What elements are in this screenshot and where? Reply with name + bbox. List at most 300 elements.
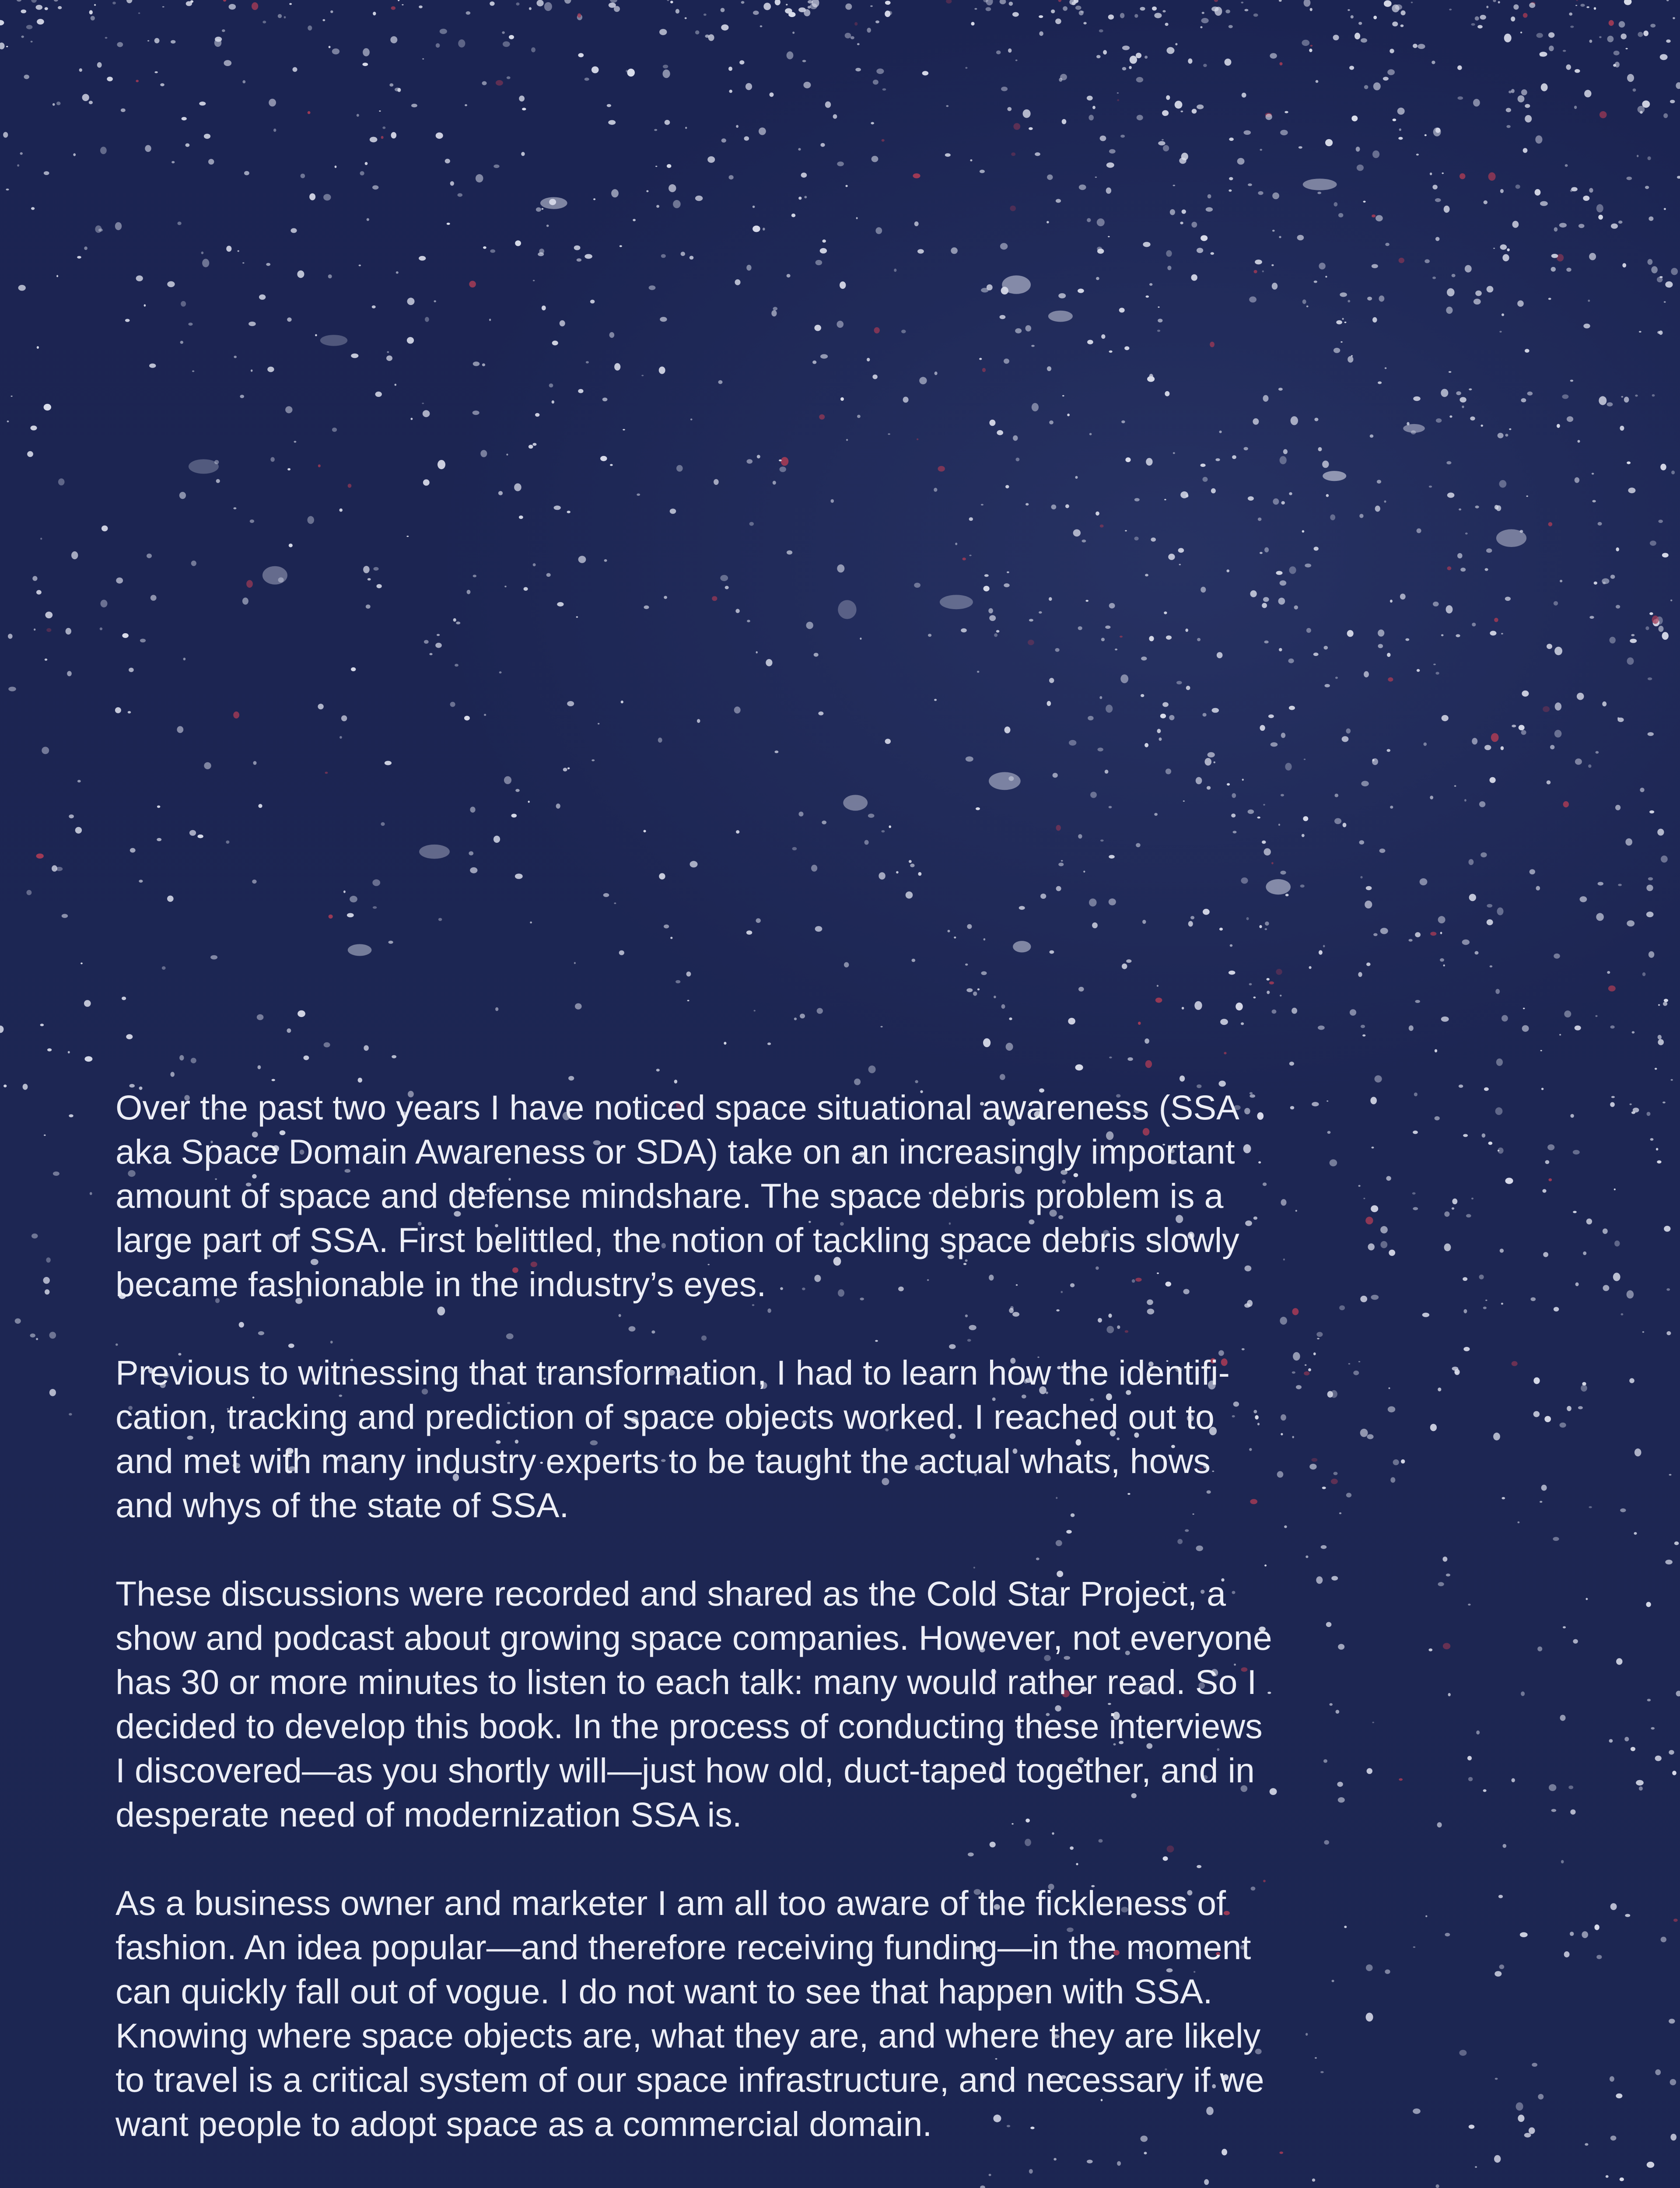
- star-dot: [1289, 706, 1295, 710]
- star-dot: [882, 88, 886, 91]
- star-dot: [1437, 1822, 1442, 1827]
- star-dot: [578, 556, 586, 563]
- star-dot: [1334, 202, 1338, 207]
- star-dot: [1657, 829, 1664, 836]
- star-dot: [1457, 553, 1463, 558]
- star-dot: [116, 578, 123, 584]
- star-dot: [68, 1051, 70, 1054]
- star-dot: [1155, 998, 1162, 1003]
- star-dot: [756, 651, 758, 653]
- star-dot: [721, 25, 728, 31]
- star-dot: [1525, 349, 1530, 353]
- star-dot: [1230, 944, 1232, 947]
- star-dot: [1455, 1371, 1458, 1374]
- star-dot: [1260, 725, 1265, 731]
- star-dot: [1096, 512, 1099, 515]
- star-dot: [857, 43, 860, 46]
- star-dot: [1373, 16, 1377, 19]
- star-dot: [1549, 1178, 1552, 1182]
- star-dot: [1415, 932, 1421, 937]
- star-dot: [1430, 932, 1436, 936]
- star-dot: [335, 165, 337, 168]
- star-dot: [392, 1055, 396, 1058]
- star-dot: [1547, 780, 1551, 784]
- star-dot: [191, 561, 196, 566]
- star-dot: [1306, 305, 1309, 307]
- star-dot: [1289, 566, 1296, 574]
- star-dot: [170, 1072, 175, 1076]
- star-dot: [1495, 1107, 1503, 1115]
- star-dot: [1531, 1297, 1536, 1301]
- star-glow: [348, 944, 372, 956]
- star-dot: [1106, 187, 1111, 193]
- star-dot: [1280, 62, 1283, 65]
- star-dot: [1049, 597, 1052, 601]
- star-dot: [7, 421, 9, 422]
- star-dot: [370, 137, 378, 143]
- star-dot: [11, 396, 13, 397]
- star-dot: [1652, 616, 1659, 624]
- star-dot: [977, 671, 979, 673]
- star-dot: [1626, 48, 1628, 49]
- paragraph-2: Previous to witnessing that transformation, I had to learn how the identifi- cation, tracking and prediction of space objects worked. I reached out to and met with many industry experts to be taught the actual whats, hows and whys of the state of SSA.: [116, 1353, 1230, 1525]
- star-dot: [1099, 696, 1102, 699]
- star-dot: [1298, 146, 1302, 149]
- star-dot: [552, 340, 558, 345]
- star-dot: [1549, 46, 1554, 51]
- star-dot: [787, 51, 794, 59]
- star-dot: [1414, 1093, 1418, 1097]
- star-dot: [535, 413, 539, 417]
- star-dot: [31, 0, 37, 3]
- star-dot: [1469, 894, 1476, 901]
- star-dot: [1611, 224, 1618, 229]
- star-dot: [1433, 602, 1439, 607]
- star-dot: [1619, 21, 1625, 28]
- star-dot: [1173, 452, 1175, 454]
- star-dot: [71, 551, 78, 559]
- star-dot: [1197, 248, 1203, 253]
- star-dot: [882, 830, 885, 832]
- star-dot: [472, 410, 480, 415]
- star-dot: [234, 356, 237, 358]
- star-dot: [1175, 43, 1177, 45]
- star-dot: [1465, 265, 1472, 273]
- star-dot: [162, 966, 166, 970]
- star-dot: [1101, 638, 1105, 641]
- star-glow: [1403, 424, 1425, 433]
- star-dot: [1134, 498, 1140, 501]
- star-dot: [1635, 395, 1638, 397]
- star-dot: [1640, 788, 1644, 792]
- star-dot: [248, 322, 256, 326]
- star-dot: [1254, 270, 1257, 274]
- star-dot: [257, 1014, 264, 1020]
- star-dot: [67, 671, 72, 676]
- star-dot: [1609, 20, 1614, 26]
- star-dot: [1122, 46, 1130, 50]
- star-dot: [464, 716, 470, 721]
- star-dot: [434, 300, 436, 302]
- star-glow: [1496, 529, 1526, 547]
- star-dot: [1210, 342, 1214, 347]
- star-dot: [1610, 637, 1616, 643]
- star-dot: [1004, 358, 1009, 364]
- star-dot: [238, 250, 239, 252]
- star-dot: [1137, 115, 1143, 120]
- star-dot: [1646, 885, 1653, 891]
- star-dot: [609, 332, 615, 338]
- star-dot: [846, 185, 848, 187]
- star-dot: [1249, 983, 1252, 985]
- star-dot: [1477, 25, 1483, 28]
- star-dot: [216, 479, 220, 483]
- star-dot: [1241, 1022, 1244, 1025]
- star-dot: [1566, 64, 1571, 70]
- star-dot: [1297, 235, 1304, 241]
- star-dot: [1361, 781, 1368, 786]
- star-dot: [686, 971, 691, 976]
- star-dot: [747, 459, 753, 463]
- star-dot: [610, 464, 612, 466]
- star-dot: [987, 284, 993, 291]
- star-dot: [1001, 1004, 1005, 1009]
- star-dot: [325, 772, 328, 774]
- star-dot: [1313, 652, 1319, 656]
- star-dot: [556, 803, 560, 809]
- star-dot: [1310, 8, 1312, 11]
- star-dot: [1441, 634, 1444, 636]
- star-dot: [1432, 61, 1435, 64]
- star-dot: [1575, 758, 1582, 765]
- star-dot: [1165, 391, 1169, 396]
- star-dot: [181, 301, 186, 307]
- star-dot: [1152, 7, 1157, 11]
- star-dot: [909, 860, 912, 863]
- star-dot: [981, 504, 984, 506]
- star-dot: [574, 962, 576, 964]
- star-dot: [1157, 330, 1160, 332]
- star-dot: [641, 375, 644, 376]
- star-dot: [1146, 458, 1152, 466]
- star-dot: [1583, 1252, 1586, 1255]
- star-dot: [1614, 1241, 1620, 1247]
- star-dot: [373, 567, 378, 571]
- star-dot: [1551, 254, 1558, 258]
- star-dot: [30, 1333, 35, 1337]
- star-dot: [1162, 10, 1166, 12]
- star-dot: [1429, 486, 1432, 488]
- star-dot: [1417, 528, 1421, 533]
- star-dot: [422, 58, 424, 60]
- star-dot: [1285, 894, 1289, 896]
- star-dot: [398, 0, 399, 1]
- star-dot: [519, 515, 523, 519]
- star-dot: [1624, 0, 1631, 5]
- star-dot: [172, 161, 175, 163]
- star-dot: [802, 60, 806, 62]
- star-dot: [578, 53, 584, 57]
- star-dot: [1409, 939, 1413, 942]
- star-dot: [1375, 1075, 1382, 1082]
- star-dot: [495, 1007, 498, 1011]
- star-dot: [1227, 569, 1230, 572]
- star-dot: [1142, 920, 1146, 924]
- star-dot: [189, 830, 196, 836]
- star-dot: [1029, 127, 1033, 130]
- star-dot: [1570, 26, 1574, 28]
- star-dot: [191, 1058, 196, 1063]
- star-dot: [1551, 1809, 1556, 1812]
- star-dot: [188, 323, 192, 326]
- star-dot: [396, 271, 399, 274]
- star-dot: [1205, 758, 1212, 765]
- star-dot: [424, 640, 429, 644]
- star-dot: [788, 12, 795, 17]
- star-dot: [971, 22, 975, 25]
- star-dot: [1542, 1189, 1546, 1192]
- star-dot: [1669, 2019, 1675, 2023]
- star-dot: [837, 321, 844, 328]
- star-dot: [1276, 571, 1283, 575]
- star-dot: [538, 252, 544, 256]
- star-dot: [752, 226, 760, 232]
- star-dot: [147, 554, 152, 558]
- star-dot: [1236, 1003, 1242, 1010]
- star-dot: [1520, 1932, 1528, 1937]
- star-dot: [318, 464, 321, 467]
- star-dot: [1078, 987, 1084, 992]
- star-dot: [1005, 485, 1009, 488]
- star-dot: [831, 499, 834, 503]
- star-dot: [1493, 0, 1496, 2]
- star-dot: [1373, 933, 1378, 936]
- star-dot: [1662, 632, 1669, 640]
- star-dot: [1109, 806, 1112, 809]
- star-dot: [1046, 221, 1049, 224]
- star-dot: [1663, 1002, 1667, 1006]
- star-dot: [1624, 1737, 1629, 1741]
- star-dot: [1662, 553, 1669, 558]
- star-dot: [1523, 13, 1528, 18]
- star-dot: [75, 827, 82, 834]
- star-dot: [1188, 59, 1192, 64]
- star-dot: [1089, 433, 1092, 435]
- star-dot: [253, 761, 257, 765]
- star-dot: [980, 170, 985, 173]
- star-dot: [1040, 894, 1046, 899]
- star-dot: [746, 930, 752, 935]
- star-dot: [1047, 366, 1051, 371]
- star-dot: [23, 1084, 28, 1090]
- star-dot: [1438, 1388, 1441, 1392]
- star-dot: [1501, 746, 1504, 750]
- star-dot: [69, 1114, 73, 1117]
- star-glow: [843, 795, 868, 810]
- star-dot: [885, 739, 891, 744]
- star-dot: [1108, 236, 1110, 237]
- star-dot: [1588, 764, 1591, 768]
- star-dot: [1202, 12, 1204, 14]
- star-dot: [567, 511, 570, 513]
- star-dot: [875, 227, 882, 234]
- star-dot: [874, 327, 880, 333]
- star-dot: [1120, 135, 1125, 138]
- star-dot: [1051, 505, 1057, 509]
- star-dot: [1665, 281, 1673, 288]
- star-dot: [1488, 172, 1496, 181]
- star-dot: [329, 915, 333, 919]
- star-dot: [1302, 530, 1305, 533]
- star-dot: [1162, 139, 1164, 140]
- star-dot: [44, 1135, 46, 1136]
- star-dot: [364, 1045, 369, 1051]
- star-dot: [1105, 625, 1110, 629]
- star-dot: [1655, 2069, 1661, 2075]
- star-dot: [1496, 505, 1501, 511]
- star-dot: [145, 145, 151, 152]
- star-dot: [1648, 217, 1653, 221]
- star-dot: [1446, 1574, 1450, 1577]
- star-dot: [1442, 715, 1449, 721]
- star-dot: [977, 989, 980, 991]
- star-dot: [712, 596, 717, 601]
- star-dot: [1087, 340, 1093, 344]
- star-dot: [402, 4, 403, 6]
- star-dot: [837, 161, 844, 166]
- star-dot: [1444, 1244, 1451, 1252]
- star-dot: [567, 768, 570, 770]
- star-dot: [775, 750, 779, 753]
- star-dot: [368, 578, 371, 581]
- star-dot: [800, 1013, 805, 1018]
- star-dot: [1642, 101, 1650, 108]
- star-dot: [1186, 686, 1190, 690]
- star-dot: [1241, 877, 1248, 884]
- star-dot: [786, 4, 788, 6]
- star-dot: [117, 42, 123, 47]
- star-dot: [514, 484, 522, 491]
- star-dot: [1292, 1008, 1297, 1014]
- star-dot: [1435, 128, 1440, 133]
- star-dot: [885, 11, 890, 17]
- star-dot: [844, 962, 849, 968]
- star-dot: [1129, 66, 1131, 69]
- star-dot: [833, 114, 837, 119]
- star-dot: [1039, 32, 1043, 36]
- star-dot: [458, 193, 463, 197]
- star-dot: [1554, 647, 1562, 655]
- star-dot: [1145, 1060, 1152, 1068]
- star-dot: [1289, 492, 1292, 495]
- star-dot: [1500, 1248, 1504, 1252]
- star-dot: [718, 380, 723, 384]
- star-dot: [871, 122, 874, 124]
- star-dot: [1249, 296, 1256, 302]
- star-dot: [1417, 669, 1420, 672]
- star-dot: [1610, 1903, 1617, 1910]
- star-dot: [1232, 793, 1236, 798]
- star-dot: [289, 3, 292, 5]
- star-dot: [1638, 32, 1643, 37]
- star-dot: [721, 138, 726, 143]
- star-dot: [1483, 1307, 1487, 1309]
- star-dot: [969, 517, 973, 521]
- star-dot: [1516, 185, 1520, 189]
- star-dot: [1564, 1951, 1570, 1957]
- star-dot: [739, 60, 744, 65]
- star-dot: [4, 1084, 7, 1087]
- star-dot: [473, 361, 480, 366]
- star-dot: [1463, 1347, 1470, 1351]
- star-dot: [91, 16, 95, 21]
- star-dot: [1364, 671, 1369, 677]
- star-dot: [1516, 2102, 1523, 2111]
- star-dot: [1203, 64, 1207, 67]
- star-dot: [1309, 966, 1312, 969]
- star-dot: [1000, 0, 1006, 4]
- star-dot: [608, 120, 616, 125]
- star-dot: [315, 334, 317, 337]
- star-dot: [1533, 1378, 1540, 1384]
- star-dot: [1661, 856, 1668, 863]
- star-dot: [1435, 1116, 1440, 1120]
- star-dot: [1480, 852, 1487, 858]
- star-dot: [1348, 356, 1353, 363]
- star-dot: [52, 103, 55, 106]
- star-dot: [80, 963, 82, 964]
- star-glow: [1002, 275, 1031, 294]
- star-dot: [1010, 206, 1016, 211]
- star-dot: [1627, 1290, 1634, 1299]
- star-dot: [1109, 855, 1115, 859]
- star-glow: [1303, 179, 1337, 190]
- star-glow: [189, 459, 219, 473]
- star-dot: [1446, 605, 1453, 614]
- star-dot: [190, 0, 193, 3]
- star-dot: [1075, 476, 1078, 479]
- star-dot: [667, 0, 669, 1]
- star-dot: [1454, 785, 1456, 787]
- star-dot: [804, 196, 807, 199]
- star-dot: [1508, 91, 1512, 93]
- star-dot: [1378, 644, 1383, 649]
- star-dot: [736, 830, 739, 834]
- star-dot: [1498, 1147, 1503, 1154]
- star-dot: [1302, 834, 1305, 837]
- star-dot: [1387, 69, 1395, 75]
- star-dot: [906, 891, 913, 898]
- star-dot: [147, 40, 149, 42]
- star-dot: [1109, 1056, 1112, 1058]
- star-dot: [1319, 950, 1323, 954]
- star-dot: [966, 988, 973, 992]
- star-dot: [1640, 111, 1643, 114]
- star-dot: [840, 397, 844, 401]
- star-dot: [372, 185, 378, 189]
- star-dot: [602, 398, 608, 402]
- star-dot: [531, 47, 536, 52]
- star-dot: [1015, 328, 1022, 333]
- star-dot: [1661, 1937, 1666, 1943]
- star-dot: [391, 132, 397, 139]
- star-dot: [1413, 1946, 1416, 1948]
- star-dot: [1647, 1112, 1651, 1116]
- star-dot: [1078, 289, 1084, 293]
- star-dot: [1615, 62, 1620, 67]
- star-dot: [436, 43, 440, 48]
- star-dot: [1565, 164, 1568, 167]
